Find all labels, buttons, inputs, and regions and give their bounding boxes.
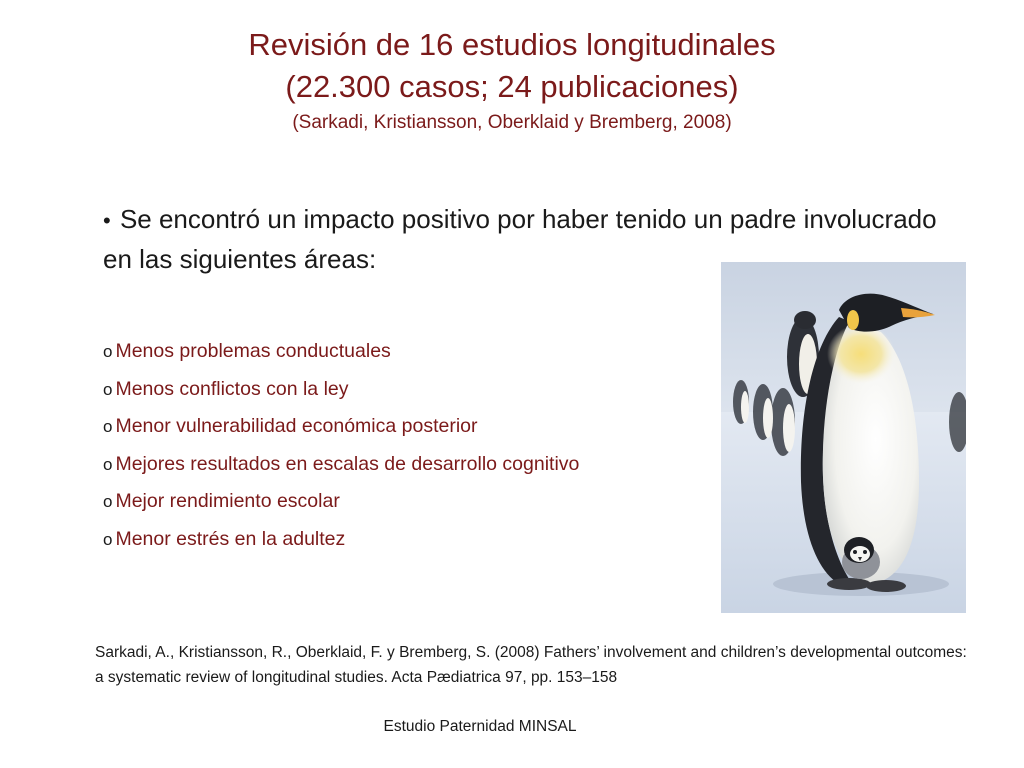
slide-title [0,24,1024,136]
circle-bullet-icon: o [103,492,113,512]
list-item [103,333,723,371]
list-item [103,446,723,484]
list-item-text: Menos problemas conductuales [115,340,391,362]
title-line-2: (22.300 casos; 24 publicaciones) [285,69,739,104]
sub-bullet-list [103,333,723,559]
emperor-penguin-photo [721,262,966,613]
circle-bullet-icon: o [103,379,113,399]
citation-text: Sarkadi, A., Kristiansson, R., Oberklaid, F. y Bremberg, S. (2008) Fathers’ involvement and children’s developmental outcomes: a systematic review of longitudinal studies. Acta Pædiatrica 97, pp. 153–158 [95,644,967,686]
title-line-1: Revisión de 16 estudios longitudinales [248,27,776,62]
title-subtitle: (Sarkadi, Kristiansson, Oberklaid y Bremberg, 2008) [292,112,732,133]
circle-bullet-icon: o [103,529,113,549]
footer-text: Estudio Paternidad MINSAL [383,718,577,735]
list-item-text: Menor vulnerabilidad económica posterior [115,415,478,438]
list-item [103,408,723,446]
list-item-text: Mejores resultados en escalas de desarrollo cognitivo [115,452,580,475]
main-bullet-text: Se encontró un impacto positivo por haber tenido un padre involucrado en las siguientes áreas: [103,204,937,274]
list-item [103,521,723,559]
circle-bullet-icon: o [103,454,113,474]
list-item [103,483,723,521]
list-item [103,371,723,409]
bullet-dot-icon: • [103,208,111,233]
list-item-text: Menos conflictos con la ley [115,377,349,400]
list-item-text: Mejor rendimiento escolar [115,490,340,513]
circle-bullet-icon: o [103,342,113,361]
circle-bullet-icon: o [103,417,113,437]
list-item-text: Menor estrés en la adultez [115,527,346,550]
